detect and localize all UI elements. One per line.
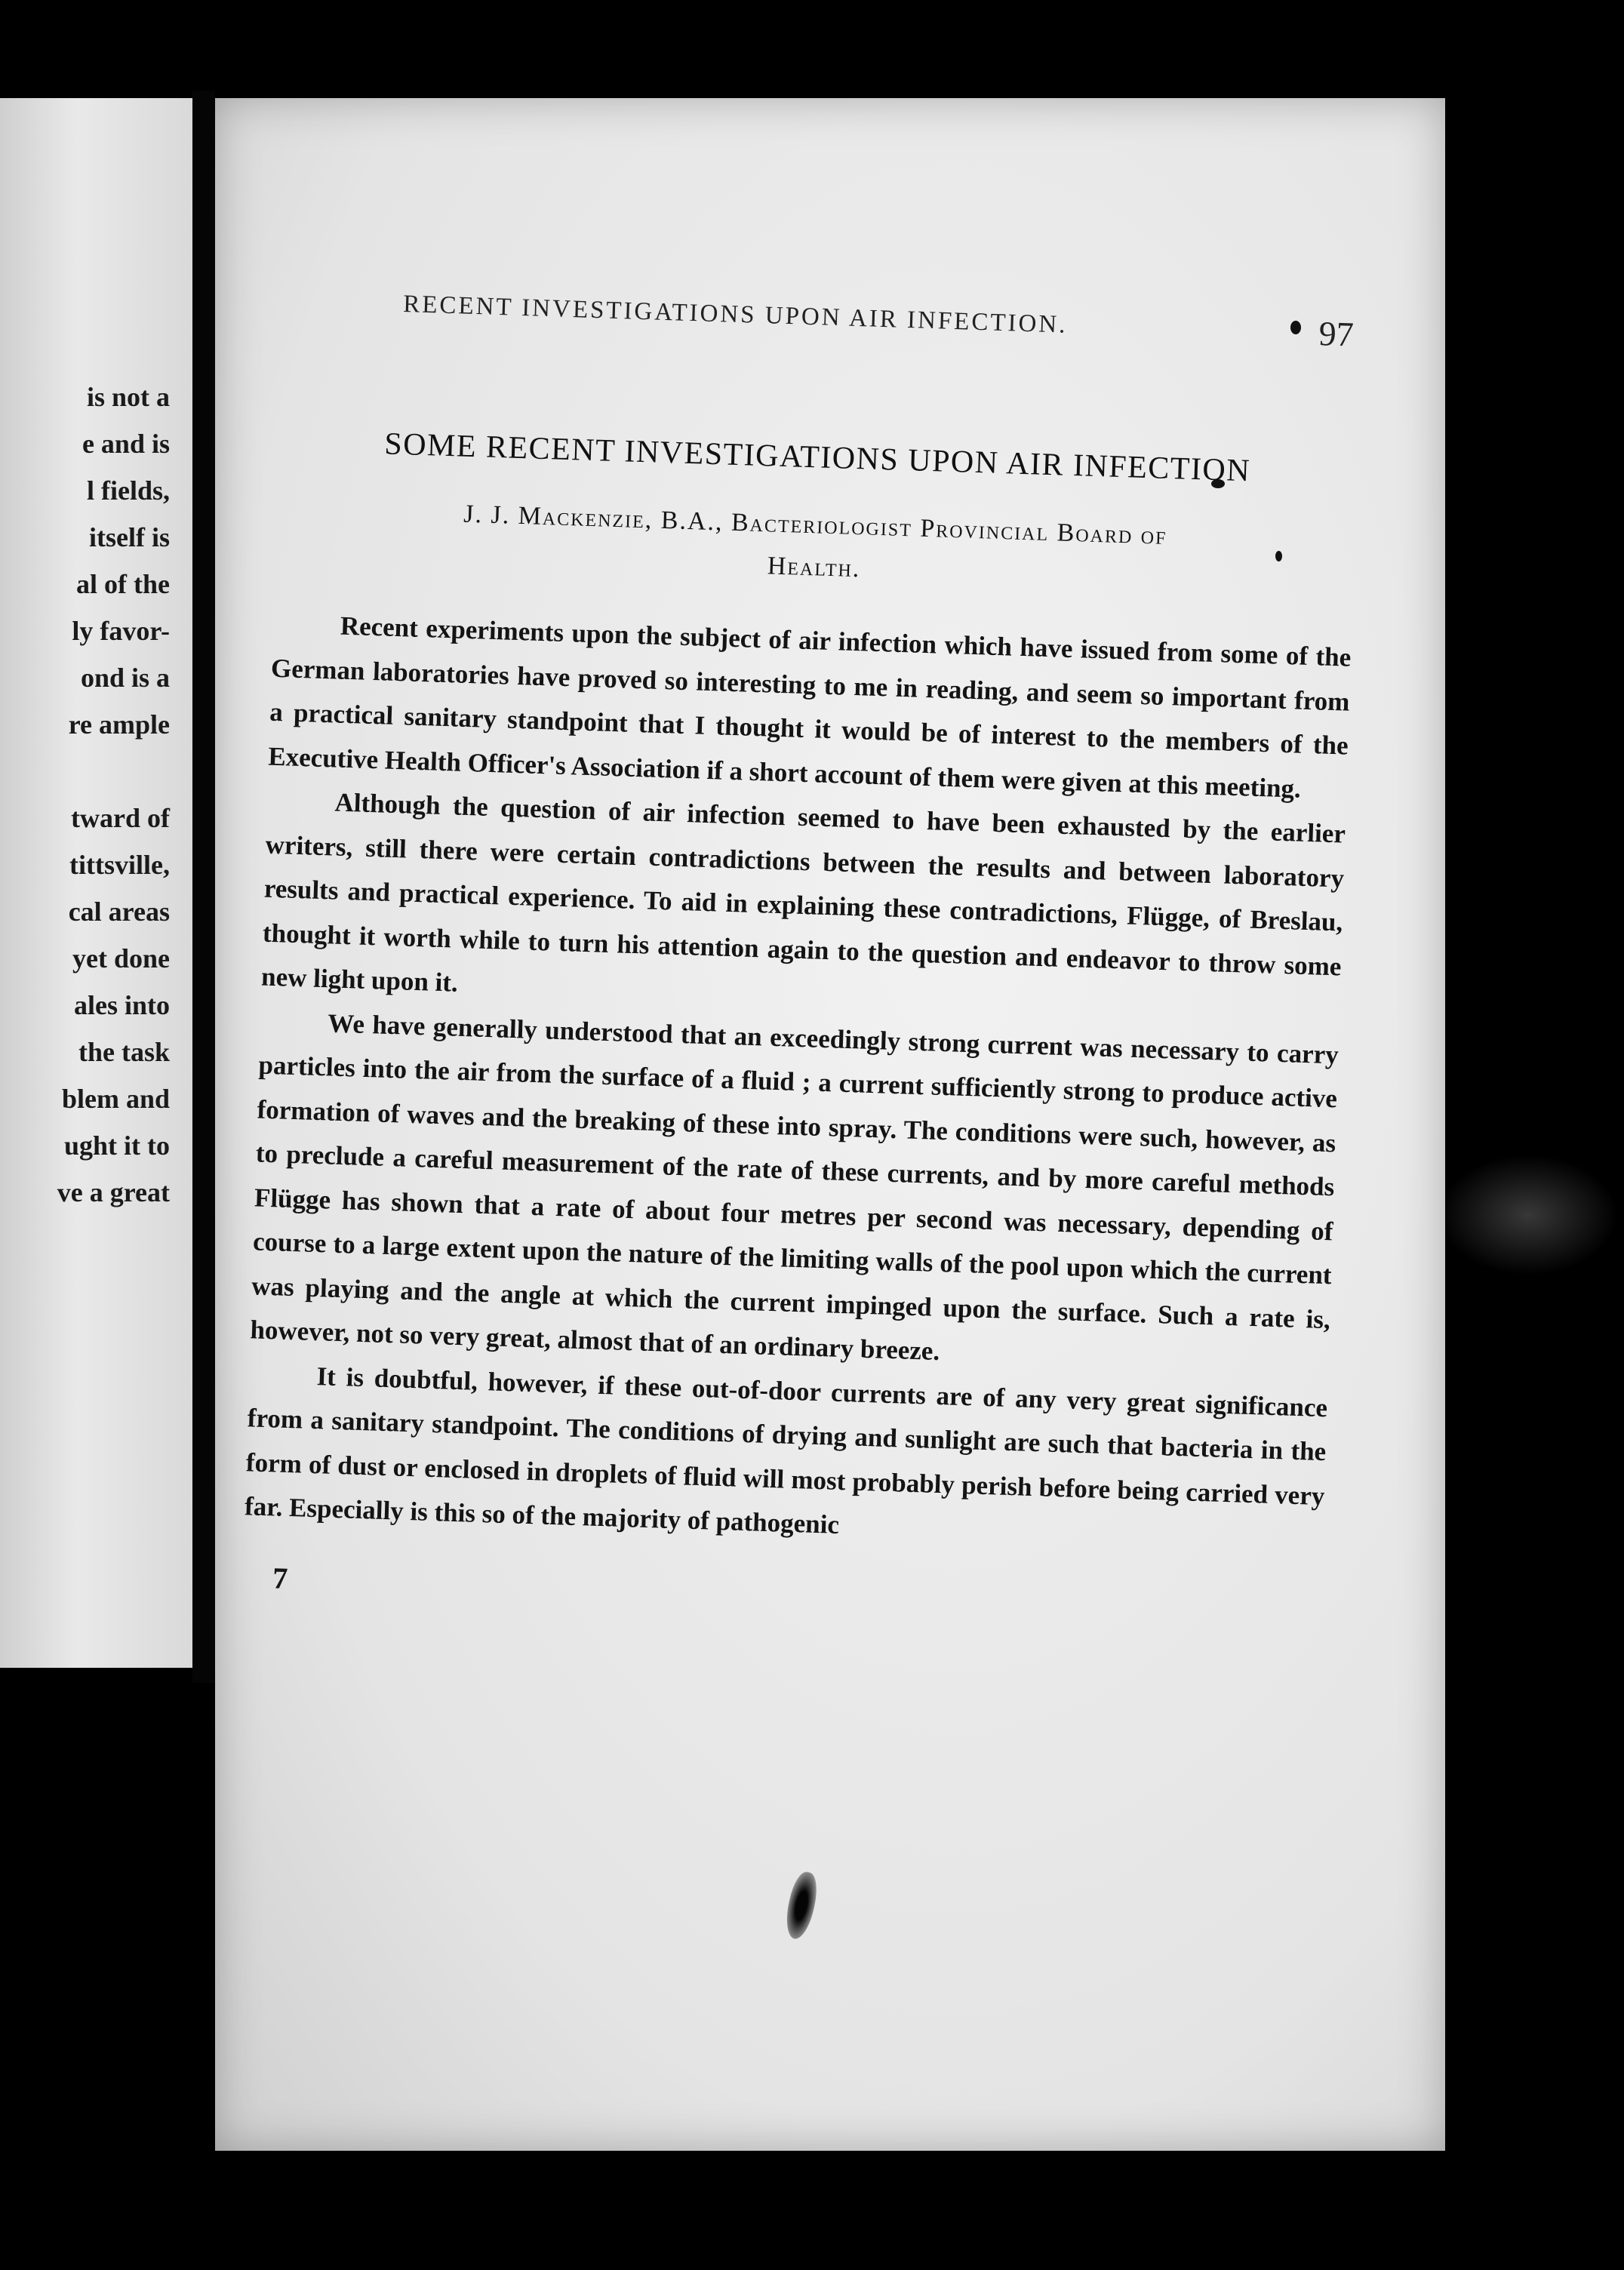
left-line: the task	[78, 1037, 170, 1067]
article-title: SOME RECENT INVESTIGATIONS UPON AIR INFECTION	[383, 426, 1251, 489]
left-line: re ample	[68, 709, 170, 740]
paragraph: Although the question of air infection seemed to have been exhausted by the earlier writers, still there were certain contradictions between the results and between laboratory results and practical experience. To aid in explaining these contradictions, Flügge, of Breslau, thought it worth while to turn his attention again to the question and endeavor to throw some new light upon it.	[260, 787, 1346, 998]
page-content	[242, 287, 1362, 1629]
book-gutter	[192, 91, 215, 1683]
article-body	[244, 602, 1352, 1563]
left-line: e and is	[82, 429, 170, 459]
paragraph: Recent experiments upon the subject of air infection which have issued from some of the German laboratories have proved so interesting to me in reading, and seem so important from a practical sanitary standpoint that I thought it would be of interest to the members of the Executive Health Officer's Association if a short account of them were given at this meeting.	[267, 611, 1352, 804]
left-line: is not a	[86, 382, 170, 412]
left-facing-page	[0, 98, 192, 1668]
byline-author: J. J. Mackenzie, B.A., Bacteriologist Provincial Board of	[463, 500, 1168, 550]
left-line: itself is	[89, 522, 170, 552]
running-title: RECENT INVESTIGATIONS UPON AIR INFECTION.	[402, 291, 1068, 339]
left-line: blem and	[61, 1084, 170, 1114]
left-line: tittsville,	[69, 850, 170, 880]
paragraph: We have generally understood that an exceedingly strong current was necessary to carry particles into the air from the surface of a fluid ; a current sufficiently strong to produce active formation of waves and the breaking of these into spray. The conditions were such, however, as to preclude a careful measurement of the rate of these currents, and by more careful methods Flügge has shown that a rate of about four metres per second was necessary, depending of course to a large extent upon the nature of the limiting walls of the pool upon which the current was playing and the angle at which the current impinged upon the surface. Such a rate is, however, not so very great, almost that of an ordinary breeze.	[249, 1007, 1339, 1367]
byline	[274, 488, 1355, 606]
paragraph: It is doubtful, however, if these out-of-door currents are of any very great significance from a sanitary standpoint. The conditions of drying and sunlight are such that bacteria in the form of dust or enclosed in droplets of fluid will most probably perish before being carried very far. Especially is this so of the majority of pathogenic	[244, 1361, 1328, 1539]
left-line: ly favor-	[72, 616, 170, 646]
running-head	[281, 287, 1361, 374]
left-line: ve a great	[57, 1177, 170, 1207]
page-number: 97	[1318, 314, 1355, 354]
left-line: ught it to	[63, 1130, 170, 1161]
left-line: l fields,	[86, 475, 170, 506]
ink-blot	[782, 1869, 821, 1941]
left-line: al of the	[76, 569, 170, 599]
left-line: ond is a	[80, 663, 170, 693]
left-line: yet done	[72, 943, 170, 974]
signature-mark: 7	[272, 1560, 288, 1595]
left-page-text	[57, 374, 170, 1216]
left-line: cal areas	[68, 897, 170, 927]
left-line: tward of	[71, 803, 170, 833]
byline-continuation: Health.	[767, 552, 861, 583]
left-line: ales into	[73, 990, 170, 1020]
water-stain	[1438, 1155, 1619, 1275]
book-page	[215, 98, 1445, 2151]
